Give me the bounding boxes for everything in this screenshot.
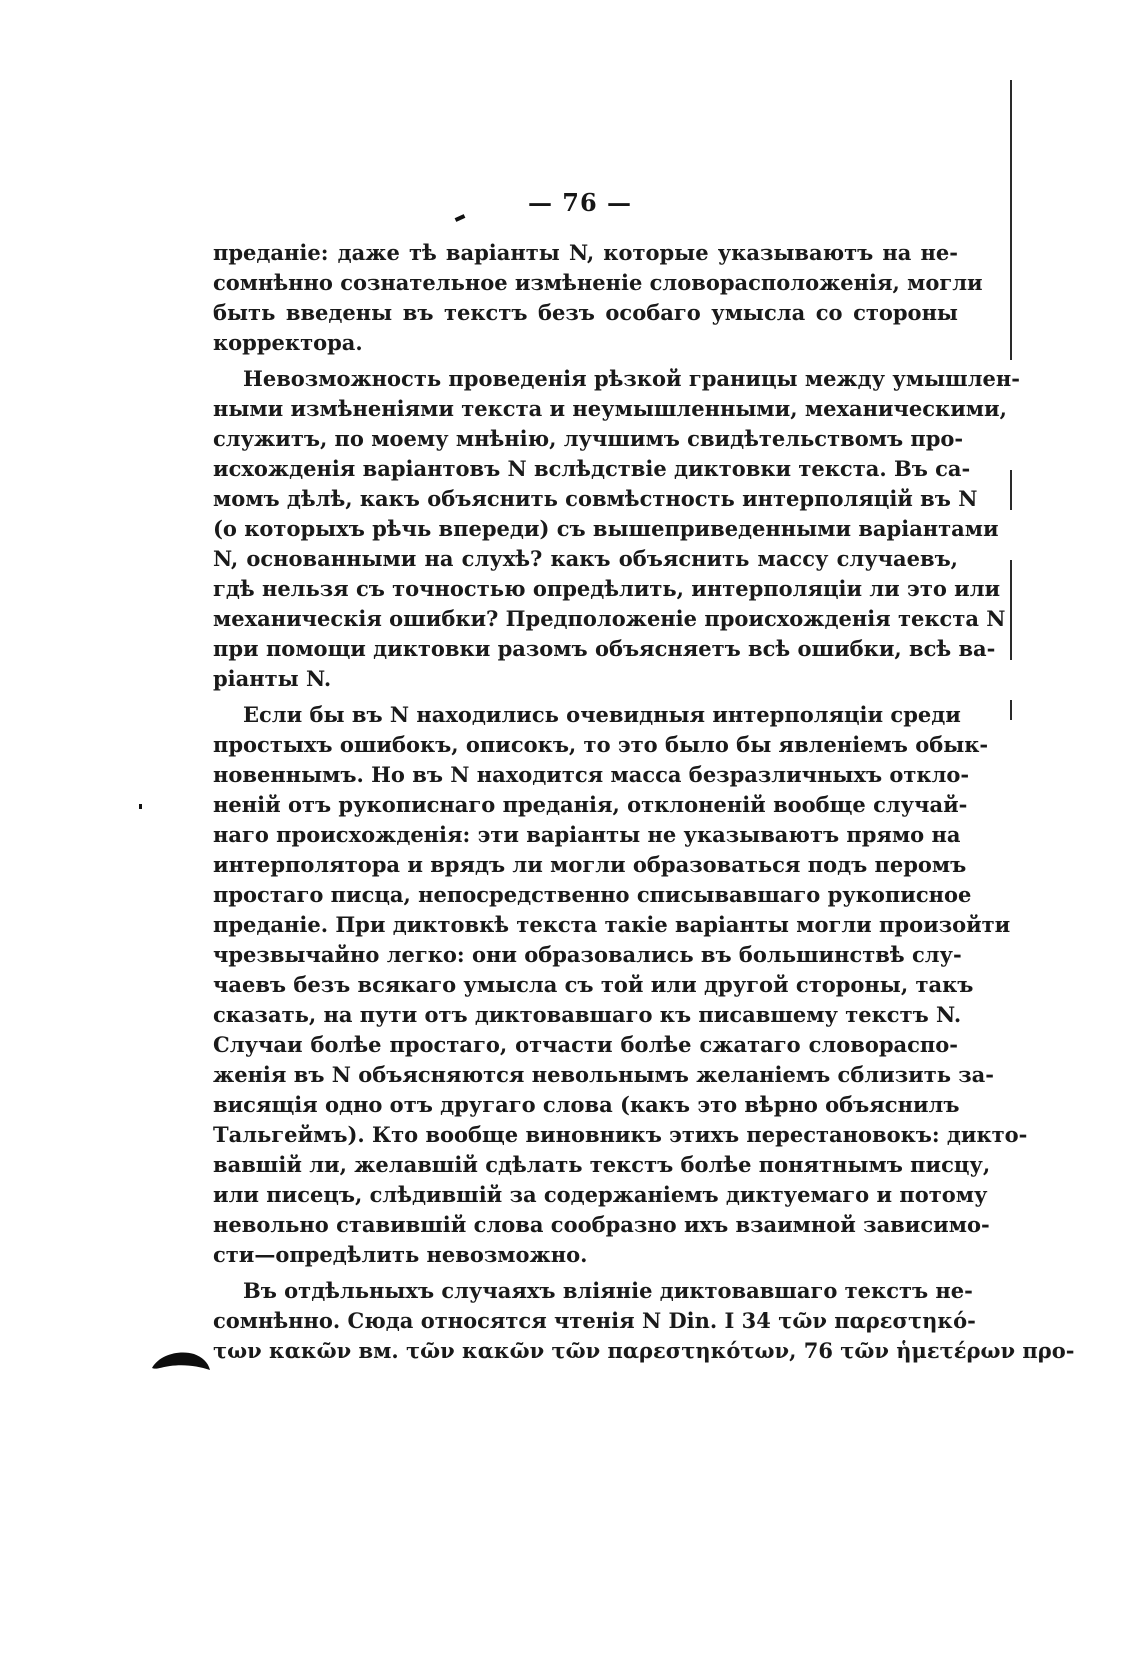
- text-line: (о которыхъ рѣчь впереди) съ вышеприведенными варіантами: [213, 516, 999, 541]
- text-line: быть введены въ текстъ безъ особаго умысла со стороны: [213, 300, 958, 325]
- page-edge-rule: [1010, 700, 1012, 720]
- page-edge-rule: [1010, 470, 1012, 510]
- text-line: сти—опредѣлить невозможно.: [213, 1242, 588, 1267]
- text-line: висящія одно отъ другаго слова (какъ это вѣрно объяснилъ: [213, 1092, 960, 1117]
- text-line: сомнѣнно сознательное измѣненіе словорасположенія, могли: [213, 270, 983, 295]
- text-line: преданіе. При диктовкѣ текста такіе варіанты могли произойти: [213, 912, 1011, 937]
- page-edge-rule: [1010, 560, 1012, 660]
- paragraph: [213, 1276, 1075, 1366]
- text-line: при помощи диктовки разомъ объясняетъ всѣ ошибки, всѣ ва-: [213, 636, 996, 661]
- text-line: сказать, на пути отъ диктовавшаго къ писавшему текстъ N.: [213, 1002, 962, 1027]
- text-line: исхожденія варіантовъ N вслѣдствіе диктовки текста. Въ са-: [213, 456, 971, 481]
- text-line: корректора.: [213, 330, 363, 355]
- paragraph: [213, 364, 1020, 694]
- text-line: Невозможность проведенія рѣзкой границы между умышлен-: [243, 366, 1020, 391]
- text-line: ріанты N.: [213, 666, 332, 691]
- text-line: Случаи болѣе простаго, отчасти болѣе сжатаго словораспо-: [213, 1032, 958, 1057]
- text-line: невольно ставившій слова сообразно ихъ взаимной зависимо-: [213, 1212, 990, 1237]
- text-line: новеннымъ. Но въ N находится масса безразличныхъ откло-: [213, 762, 970, 787]
- text-line: преданіе: даже тѣ варіанты N, которые указываютъ на не-: [213, 240, 958, 265]
- text-line: Если бы въ N находились очевидныя интерполяціи среди: [243, 702, 961, 727]
- paragraph: [213, 238, 983, 358]
- text-line: интерполятора и врядъ ли могли образоваться подъ перомъ: [213, 852, 967, 877]
- text-line: Тальгеймъ). Кто вообще виновникъ этихъ перестановокъ: дикто-: [213, 1122, 1028, 1147]
- text-line: момъ дѣлѣ, какъ объяснить совмѣстность интерполяцій въ N: [213, 486, 978, 511]
- text-line: механическія ошибки? Предположеніе происхожденія текста N: [213, 606, 1006, 631]
- text-line: N, основанными на слухѣ? какъ объяснить массу случаевъ,: [213, 546, 958, 571]
- body-text: [213, 238, 1075, 1366]
- page-edge-rule: [1010, 80, 1012, 360]
- text-line: или писецъ, слѣдившій за содержаніемъ диктуемаго и потому: [213, 1182, 988, 1207]
- text-line: простыхъ ошибокъ, описокъ, то это было бы явленіемъ обык-: [213, 732, 989, 757]
- page-number: — 76 —: [527, 188, 633, 217]
- paragraph: [213, 700, 1028, 1270]
- text-line: ными измѣненіями текста и неумышленными, механическими,: [213, 396, 1007, 421]
- text-line: сомнѣнно. Сюда относятся чтенія N Din. I 34 τῶν παρεστηκό-: [213, 1308, 976, 1333]
- stray-mark: [455, 214, 466, 222]
- text-line: неній отъ рукописнаго преданія, отклоненій вообще случай-: [213, 792, 968, 817]
- stray-mark: [139, 804, 142, 809]
- text-line: гдѣ нельзя съ точностью опредѣлить, интерполяціи ли это или: [213, 576, 1001, 601]
- text-line: Въ отдѣльныхъ случаяхъ вліяніе диктовавшаго текстъ не-: [243, 1278, 973, 1303]
- text-line: чрезвычайно легко: они образовались въ большинствѣ слу-: [213, 942, 962, 967]
- text-line: чаевъ безъ всякаго умысла съ той или другой стороны, такъ: [213, 972, 974, 997]
- text-line: наго происхожденія: эти варіанты не указываютъ прямо на: [213, 822, 961, 847]
- ink-blot: [150, 1348, 212, 1372]
- text-line: служитъ, по моему мнѣнію, лучшимъ свидѣтельствомъ про-: [213, 426, 964, 451]
- text-line: простаго писца, непосредственно списывавшаго рукописное: [213, 882, 972, 907]
- text-line: των κακῶν вм. τῶν κακῶν τῶν παρεστηκότων, 76 τῶν ἡμετέρων προ-: [213, 1338, 1075, 1363]
- text-line: женія въ N объясняются невольнымъ желаніемъ сблизить за-: [213, 1062, 994, 1087]
- text-line: вавшій ли, желавшій сдѣлать текстъ болѣе понятнымъ писцу,: [213, 1152, 991, 1177]
